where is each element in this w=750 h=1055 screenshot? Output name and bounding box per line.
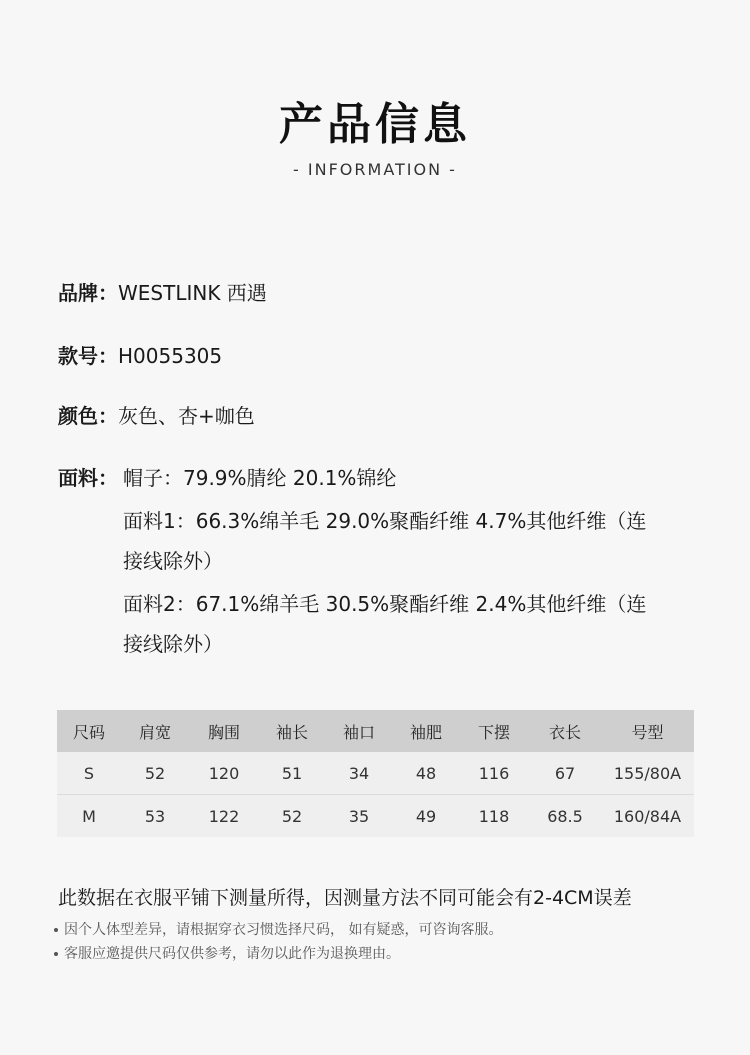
header-cell: 号型 (601, 710, 694, 752)
table-row (57, 752, 694, 795)
fabric-label: 面料： (58, 466, 118, 490)
tip-item (54, 919, 502, 939)
bullet-icon (54, 952, 58, 956)
table-cell: 160/84A (601, 795, 694, 838)
table-cell: 120 (189, 752, 259, 795)
style-label: 款号： (58, 344, 118, 368)
bullet-icon (54, 928, 58, 932)
tip-text: 因个人体型差异，请根据穿衣习惯选择尺码， 如有疑惑，可咨询客服。 (64, 922, 503, 938)
table-cell: 53 (121, 795, 189, 838)
fabric-row (58, 464, 118, 492)
table-cell: 48 (393, 752, 459, 795)
measurement-note: 此数据在衣服平铺下测量所得，因测量方法不同可能会有2-4CM误差 (58, 887, 632, 909)
table-cell: 68.5 (529, 795, 601, 838)
table-cell: S (57, 752, 121, 795)
fabric-line: 接线除外） (123, 549, 223, 573)
color-row (58, 402, 255, 430)
table-cell: 52 (121, 752, 189, 795)
fabric-line: 帽子：79.9%腈纶 20.1%锦纶 (123, 466, 397, 490)
size-table-header (57, 710, 694, 752)
table-cell: 118 (459, 795, 529, 838)
header-cell: 尺码 (57, 710, 121, 752)
brand-row (58, 279, 267, 307)
table-cell: 34 (325, 752, 393, 795)
style-value: H0055305 (118, 344, 223, 368)
fabric-line: 面料2：67.1%绵羊毛 30.5%聚酯纤维 2.4%其他纤维（连 (123, 592, 647, 616)
header-cell: 胸围 (189, 710, 259, 752)
tip-text: 客服应邀提供尺码仅供参考，请勿以此作为退换理由。 (64, 946, 400, 962)
table-cell: 51 (259, 752, 325, 795)
header-cell: 下摆 (459, 710, 529, 752)
page-subtitle: - INFORMATION - (293, 160, 457, 179)
header-cell: 肩宽 (121, 710, 189, 752)
header-cell: 袖肥 (393, 710, 459, 752)
header-cell: 袖口 (325, 710, 393, 752)
table-cell: 116 (459, 752, 529, 795)
header-cell: 袖长 (259, 710, 325, 752)
table-cell: 155/80A (601, 752, 694, 795)
color-value: 灰色、杏+咖色 (118, 404, 255, 428)
fabric-line: 面料1：66.3%绵羊毛 29.0%聚酯纤维 4.7%其他纤维（连 (123, 509, 647, 533)
header-cell: 衣长 (529, 710, 601, 752)
table-cell: 122 (189, 795, 259, 838)
table-cell: 35 (325, 795, 393, 838)
page-title: 产品信息 (279, 99, 471, 150)
brand-label: 品牌： (58, 281, 118, 305)
table-cell: M (57, 795, 121, 838)
table-row (57, 795, 694, 838)
table-cell: 52 (259, 795, 325, 838)
tip-item (54, 943, 400, 963)
style-row (58, 342, 222, 370)
fabric-line: 接线除外） (123, 632, 223, 656)
size-table (57, 710, 694, 837)
color-label: 颜色： (58, 404, 118, 428)
table-cell: 49 (393, 795, 459, 838)
table-cell: 67 (529, 752, 601, 795)
brand-value: WESTLINK 西遇 (118, 281, 267, 305)
